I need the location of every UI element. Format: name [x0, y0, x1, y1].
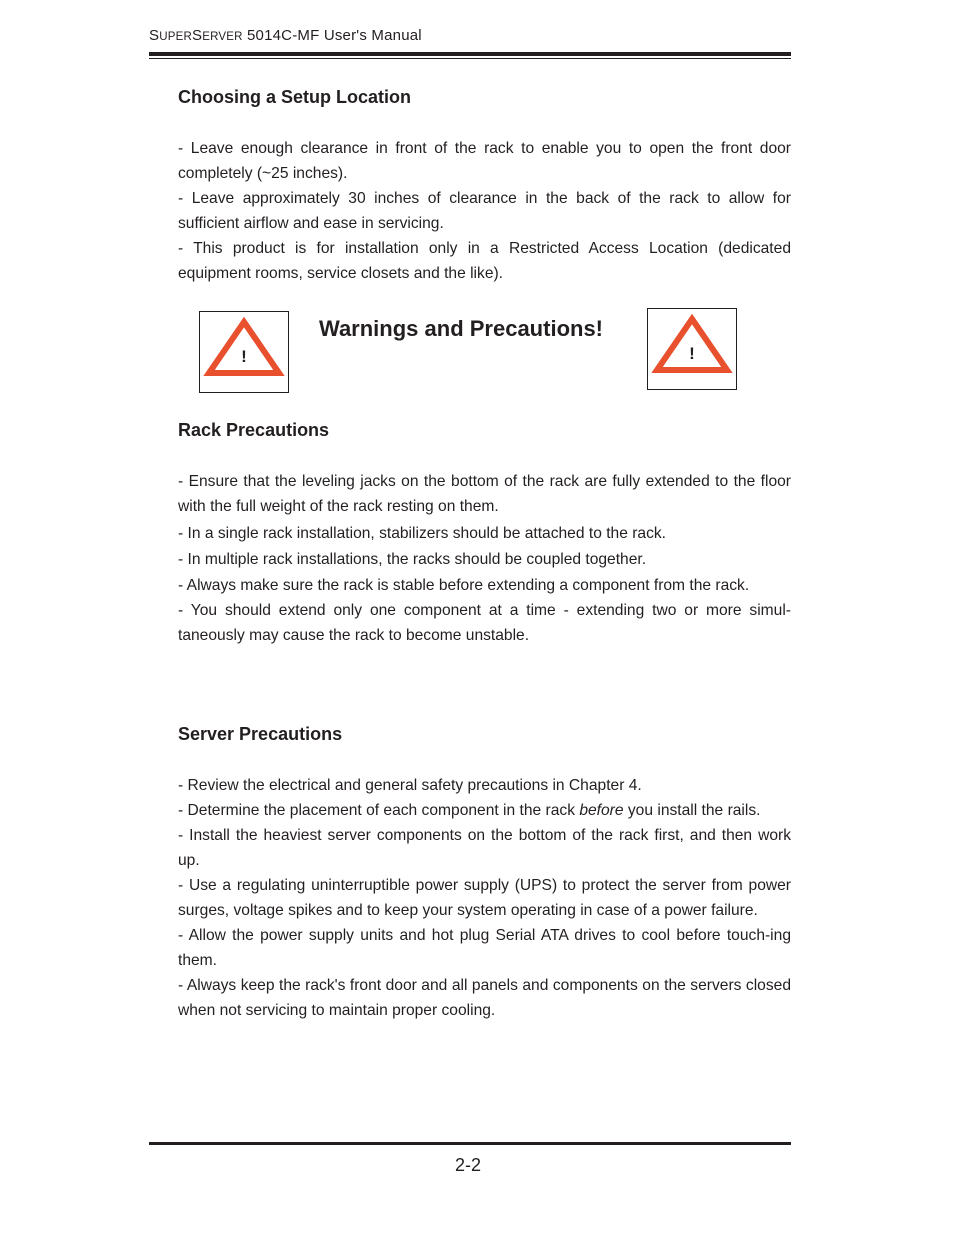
server-list: [178, 773, 791, 1023]
rack-list: [178, 469, 791, 648]
list-item: - Always make sure the rack is stable before extending a component from the rack.: [178, 577, 750, 594]
list-item: - In a single rack installation, stabilizers should be attached to the rack.: [178, 525, 666, 542]
list-item: [178, 798, 791, 823]
header-rule-thin: [149, 58, 791, 59]
list-item-text: - Determine the placement of each component in the rack: [178, 802, 580, 819]
warning-icon: [647, 308, 737, 390]
list-item: - Allow the power supply units and hot plug Serial ATA drives to cool before touch-ing them.: [178, 927, 791, 969]
header-text-part: S: [149, 27, 160, 44]
list-item: - You should extend only one component at a time - extending two or more simul-taneously may cause the rack to become unstable.: [178, 602, 791, 644]
list-item: - Ensure that the leveling jacks on the bottom of the rack are fully extended to the floor with the full weight of the rack resting on them.: [178, 473, 791, 515]
list-item: - This product is for installation only in a Restricted Access Location (dedicated equipment rooms, service closets and the like).: [178, 240, 791, 282]
warning-icon: [199, 311, 289, 393]
list-item: - Use a regulating uninterruptible power supply (UPS) to protect the server from power surges, voltage spikes and to keep your system operating in case of a power failure.: [178, 877, 791, 919]
footer-rule: [149, 1142, 791, 1145]
header-text-part: ERVER: [202, 31, 243, 43]
setup-list: [178, 136, 791, 286]
header-text-part: S: [191, 27, 203, 44]
emphasis-text: before: [579, 802, 624, 819]
section-heading-rack: Rack Precautions: [178, 420, 330, 440]
warning-mark: !: [241, 347, 247, 366]
header-text-part: 5014C-MF User's Manual: [242, 27, 422, 44]
header-rule: [149, 52, 791, 56]
header-text-part: UPER: [159, 31, 192, 43]
list-item-text: you install the rails.: [623, 802, 761, 819]
warning-mark: !: [689, 344, 695, 363]
list-item: - In multiple rack installations, the racks should be coupled together.: [178, 551, 647, 568]
list-item: - Install the heaviest server components on the bottom of the rack first, and then work up.: [178, 827, 791, 869]
section-heading-server: Server Precautions: [178, 724, 343, 744]
list-item: - Leave approximately 30 inches of clearance in the back of the rack to allow for sufficient airflow and ease in servicing.: [178, 190, 791, 232]
list-item: - Always keep the rack's front door and all panels and components on the servers closed when not servicing to maintain proper cooling.: [178, 977, 791, 1019]
running-header: [149, 27, 422, 44]
list-item: - Leave enough clearance in front of the rack to enable you to open the front door completely (~25 inches).: [178, 140, 791, 182]
section-heading-setup: Choosing a Setup Location: [178, 87, 411, 107]
warnings-title: Warnings and Precautions!: [319, 316, 604, 341]
list-item: - Review the electrical and general safety precautions in Chapter 4.: [178, 777, 642, 794]
page-number: 2-2: [455, 1155, 482, 1175]
